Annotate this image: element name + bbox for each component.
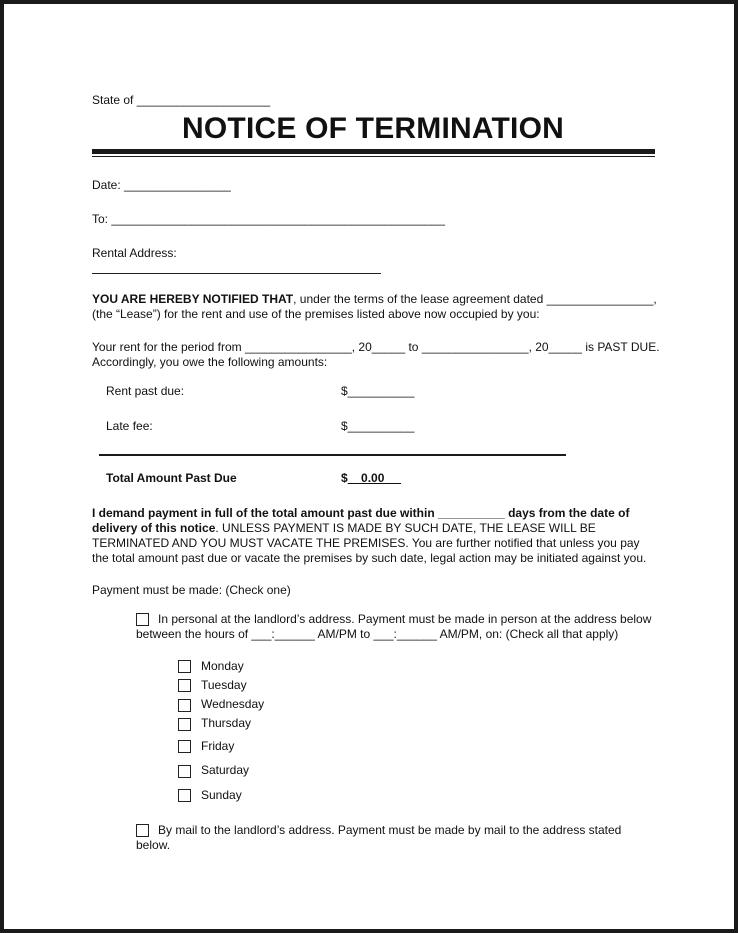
sunday-checkbox[interactable] bbox=[178, 789, 191, 802]
title-rule-thin bbox=[92, 156, 655, 157]
rent-period-line-1[interactable]: Your rent for the period from ________________, 20_____ to ________________, 20_____ is PAST DUE. bbox=[92, 340, 660, 354]
monday-label: Monday bbox=[201, 659, 244, 673]
notice-paragraph bbox=[92, 292, 657, 322]
total-amount-value: 0.00 bbox=[347, 471, 402, 485]
saturday-checkbox[interactable] bbox=[178, 765, 191, 778]
rent-period-paragraph bbox=[92, 340, 660, 370]
by-mail-option bbox=[136, 823, 621, 853]
total-currency: $ bbox=[341, 471, 348, 485]
thursday-checkbox[interactable] bbox=[178, 718, 191, 731]
total-past-due-label: Total Amount Past Due bbox=[106, 471, 237, 485]
notice-line-2: (the “Lease”) for the rent and use of the premises listed above now occupied by you: bbox=[92, 307, 540, 321]
title-rule-thick bbox=[92, 149, 655, 154]
friday-label: Friday bbox=[201, 739, 235, 753]
demand-line-4: the total amount past due or vacate the premises by such date, legal action may be initiated against you. bbox=[92, 551, 647, 565]
thursday-label: Thursday bbox=[201, 716, 252, 730]
by-mail-line-2: below. bbox=[136, 838, 171, 852]
rental-address-label: Rental Address: bbox=[92, 246, 177, 260]
demand-line-3: TERMINATED AND YOU MUST VACATE THE PREMISES. You are further notified that unless you pay bbox=[92, 536, 640, 550]
rental-address-field[interactable] bbox=[92, 273, 381, 274]
in-person-line-1: In personal at the landlord’s address. Payment must be made in person at the address below bbox=[158, 612, 652, 626]
late-fee-field[interactable]: $__________ bbox=[341, 419, 415, 433]
state-field[interactable]: State of ____________________ bbox=[92, 93, 271, 107]
friday-checkbox[interactable] bbox=[178, 740, 191, 753]
demand-line-2-bold: delivery of this notice bbox=[92, 521, 216, 535]
by-mail-line-1: By mail to the landlord’s address. Payment must be made by mail to the address stated bbox=[158, 823, 622, 837]
notice-line-1 bbox=[92, 292, 657, 307]
demand-line-2 bbox=[92, 521, 646, 536]
wednesday-checkbox[interactable] bbox=[178, 699, 191, 712]
payment-method-label: Payment must be made: (Check one) bbox=[92, 583, 291, 597]
notice-line-1-rest[interactable]: , under the terms of the lease agreement dated ________________, bbox=[293, 292, 657, 306]
wednesday-label: Wednesday bbox=[201, 697, 265, 711]
in-person-option bbox=[136, 612, 651, 642]
tuesday-checkbox[interactable] bbox=[178, 679, 191, 692]
document-title: NOTICE OF TERMINATION bbox=[182, 112, 564, 145]
rent-past-due-label: Rent past due: bbox=[106, 384, 185, 398]
to-field[interactable]: To: __________________________________________________ bbox=[92, 212, 446, 226]
rent-period-line-2: Accordingly, you owe the following amounts: bbox=[92, 355, 328, 369]
late-fee-label: Late fee: bbox=[106, 419, 153, 433]
tuesday-label: Tuesday bbox=[201, 678, 247, 692]
demand-line-1[interactable]: I demand payment in full of the total amount past due within __________ days from the date of bbox=[92, 506, 630, 520]
date-field[interactable]: Date: ________________ bbox=[92, 178, 231, 192]
total-past-due-field bbox=[341, 471, 401, 486]
demand-line-2-rest: . UNLESS PAYMENT IS MADE BY SUCH DATE, THE LEASE WILL BE bbox=[215, 521, 596, 535]
demand-paragraph bbox=[92, 506, 646, 566]
monday-checkbox[interactable] bbox=[178, 660, 191, 673]
sunday-label: Sunday bbox=[201, 788, 242, 802]
in-person-line-2[interactable]: between the hours of ___:______ AM/PM to ___:______ AM/PM, on: (Check all that apply) bbox=[136, 627, 619, 641]
saturday-label: Saturday bbox=[201, 763, 250, 777]
summary-rule bbox=[99, 454, 566, 456]
notice-bold-lead: YOU ARE HEREBY NOTIFIED THAT bbox=[92, 292, 294, 306]
rent-past-due-field[interactable]: $__________ bbox=[341, 384, 415, 398]
